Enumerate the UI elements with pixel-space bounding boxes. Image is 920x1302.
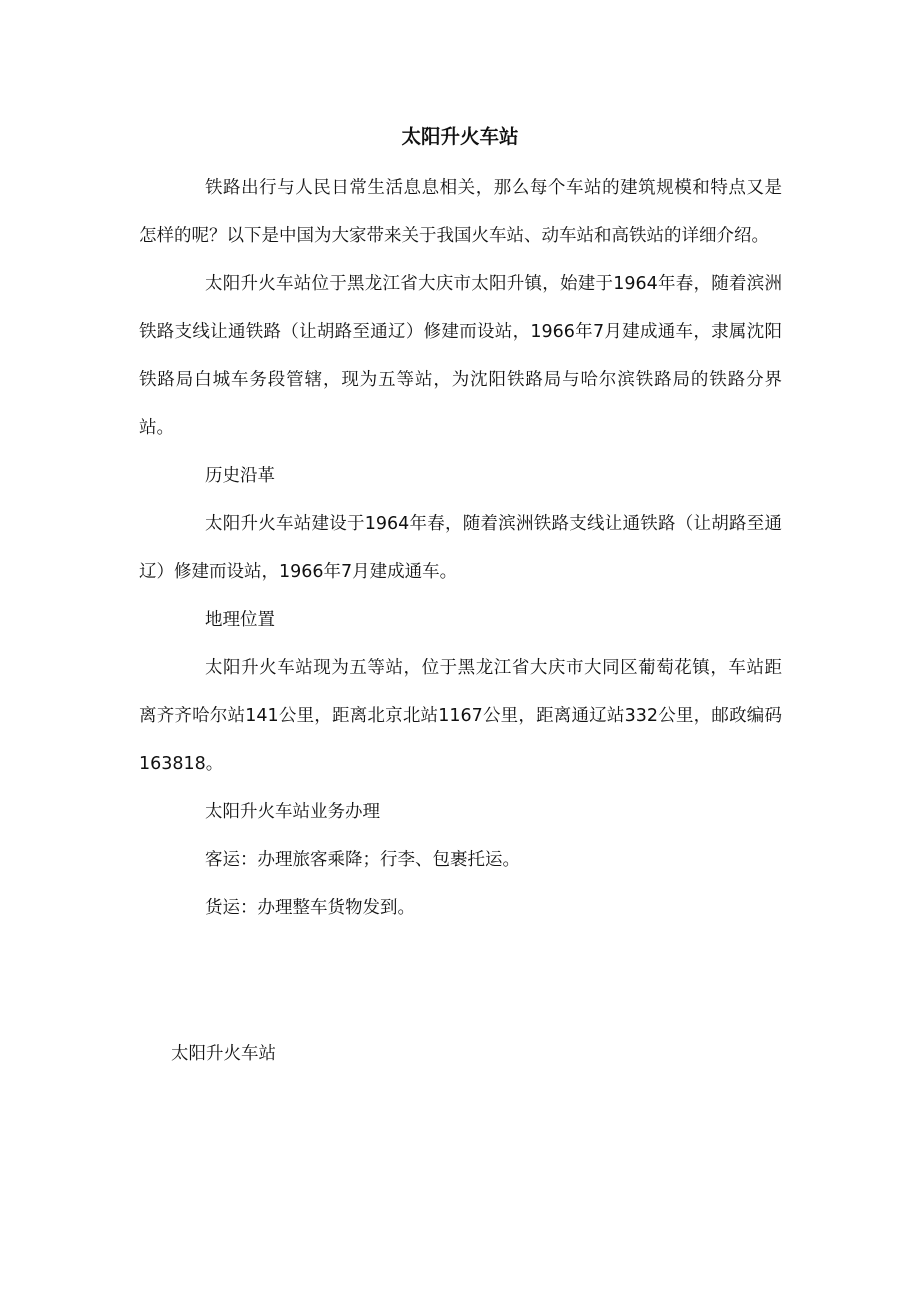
services-heading: 太阳升火车站业务办理 xyxy=(205,802,380,822)
location-heading: 地理位置 xyxy=(205,610,275,630)
history-heading: 历史沿革 xyxy=(205,466,275,486)
intro-paragraph: 铁路出行与人民日常生活息息相关，那么每个车站的建筑规模和特点又是怎样的呢？以下是中国为大家带来关于我国火车站、动车站和高铁站的详细介绍。 xyxy=(139,178,782,246)
footer-label: 太阳升火车站 xyxy=(171,1044,276,1064)
page-title: 太阳升火车站 xyxy=(401,125,519,148)
passenger-service-line: 客运：办理旅客乘降；行李、包裹托运。 xyxy=(205,850,520,870)
location-paragraph: 太阳升火车站现为五等站，位于黑龙江省大庆市大同区葡萄花镇，车站距离齐齐哈尔站141公里，距离北京北站1167公里，距离通辽站332公里，邮政编码163818。 xyxy=(139,658,782,774)
overview-paragraph: 太阳升火车站位于黑龙江省大庆市太阳升镇，始建于1964年春，随着滨洲铁路支线让通铁路（让胡路至通辽）修建而设站，1966年7月建成通车，隶属沈阳铁路局白城车务段管辖，现为五等站，为沈阳铁路局与哈尔滨铁路局的铁路分界站。 xyxy=(139,274,782,438)
freight-service-line: 货运：办理整车货物发到。 xyxy=(205,898,415,918)
document-body xyxy=(139,164,782,932)
history-paragraph: 太阳升火车站建设于1964年春，随着滨洲铁路支线让通铁路（让胡路至通辽）修建而设站，1966年7月建成通车。 xyxy=(139,514,782,582)
